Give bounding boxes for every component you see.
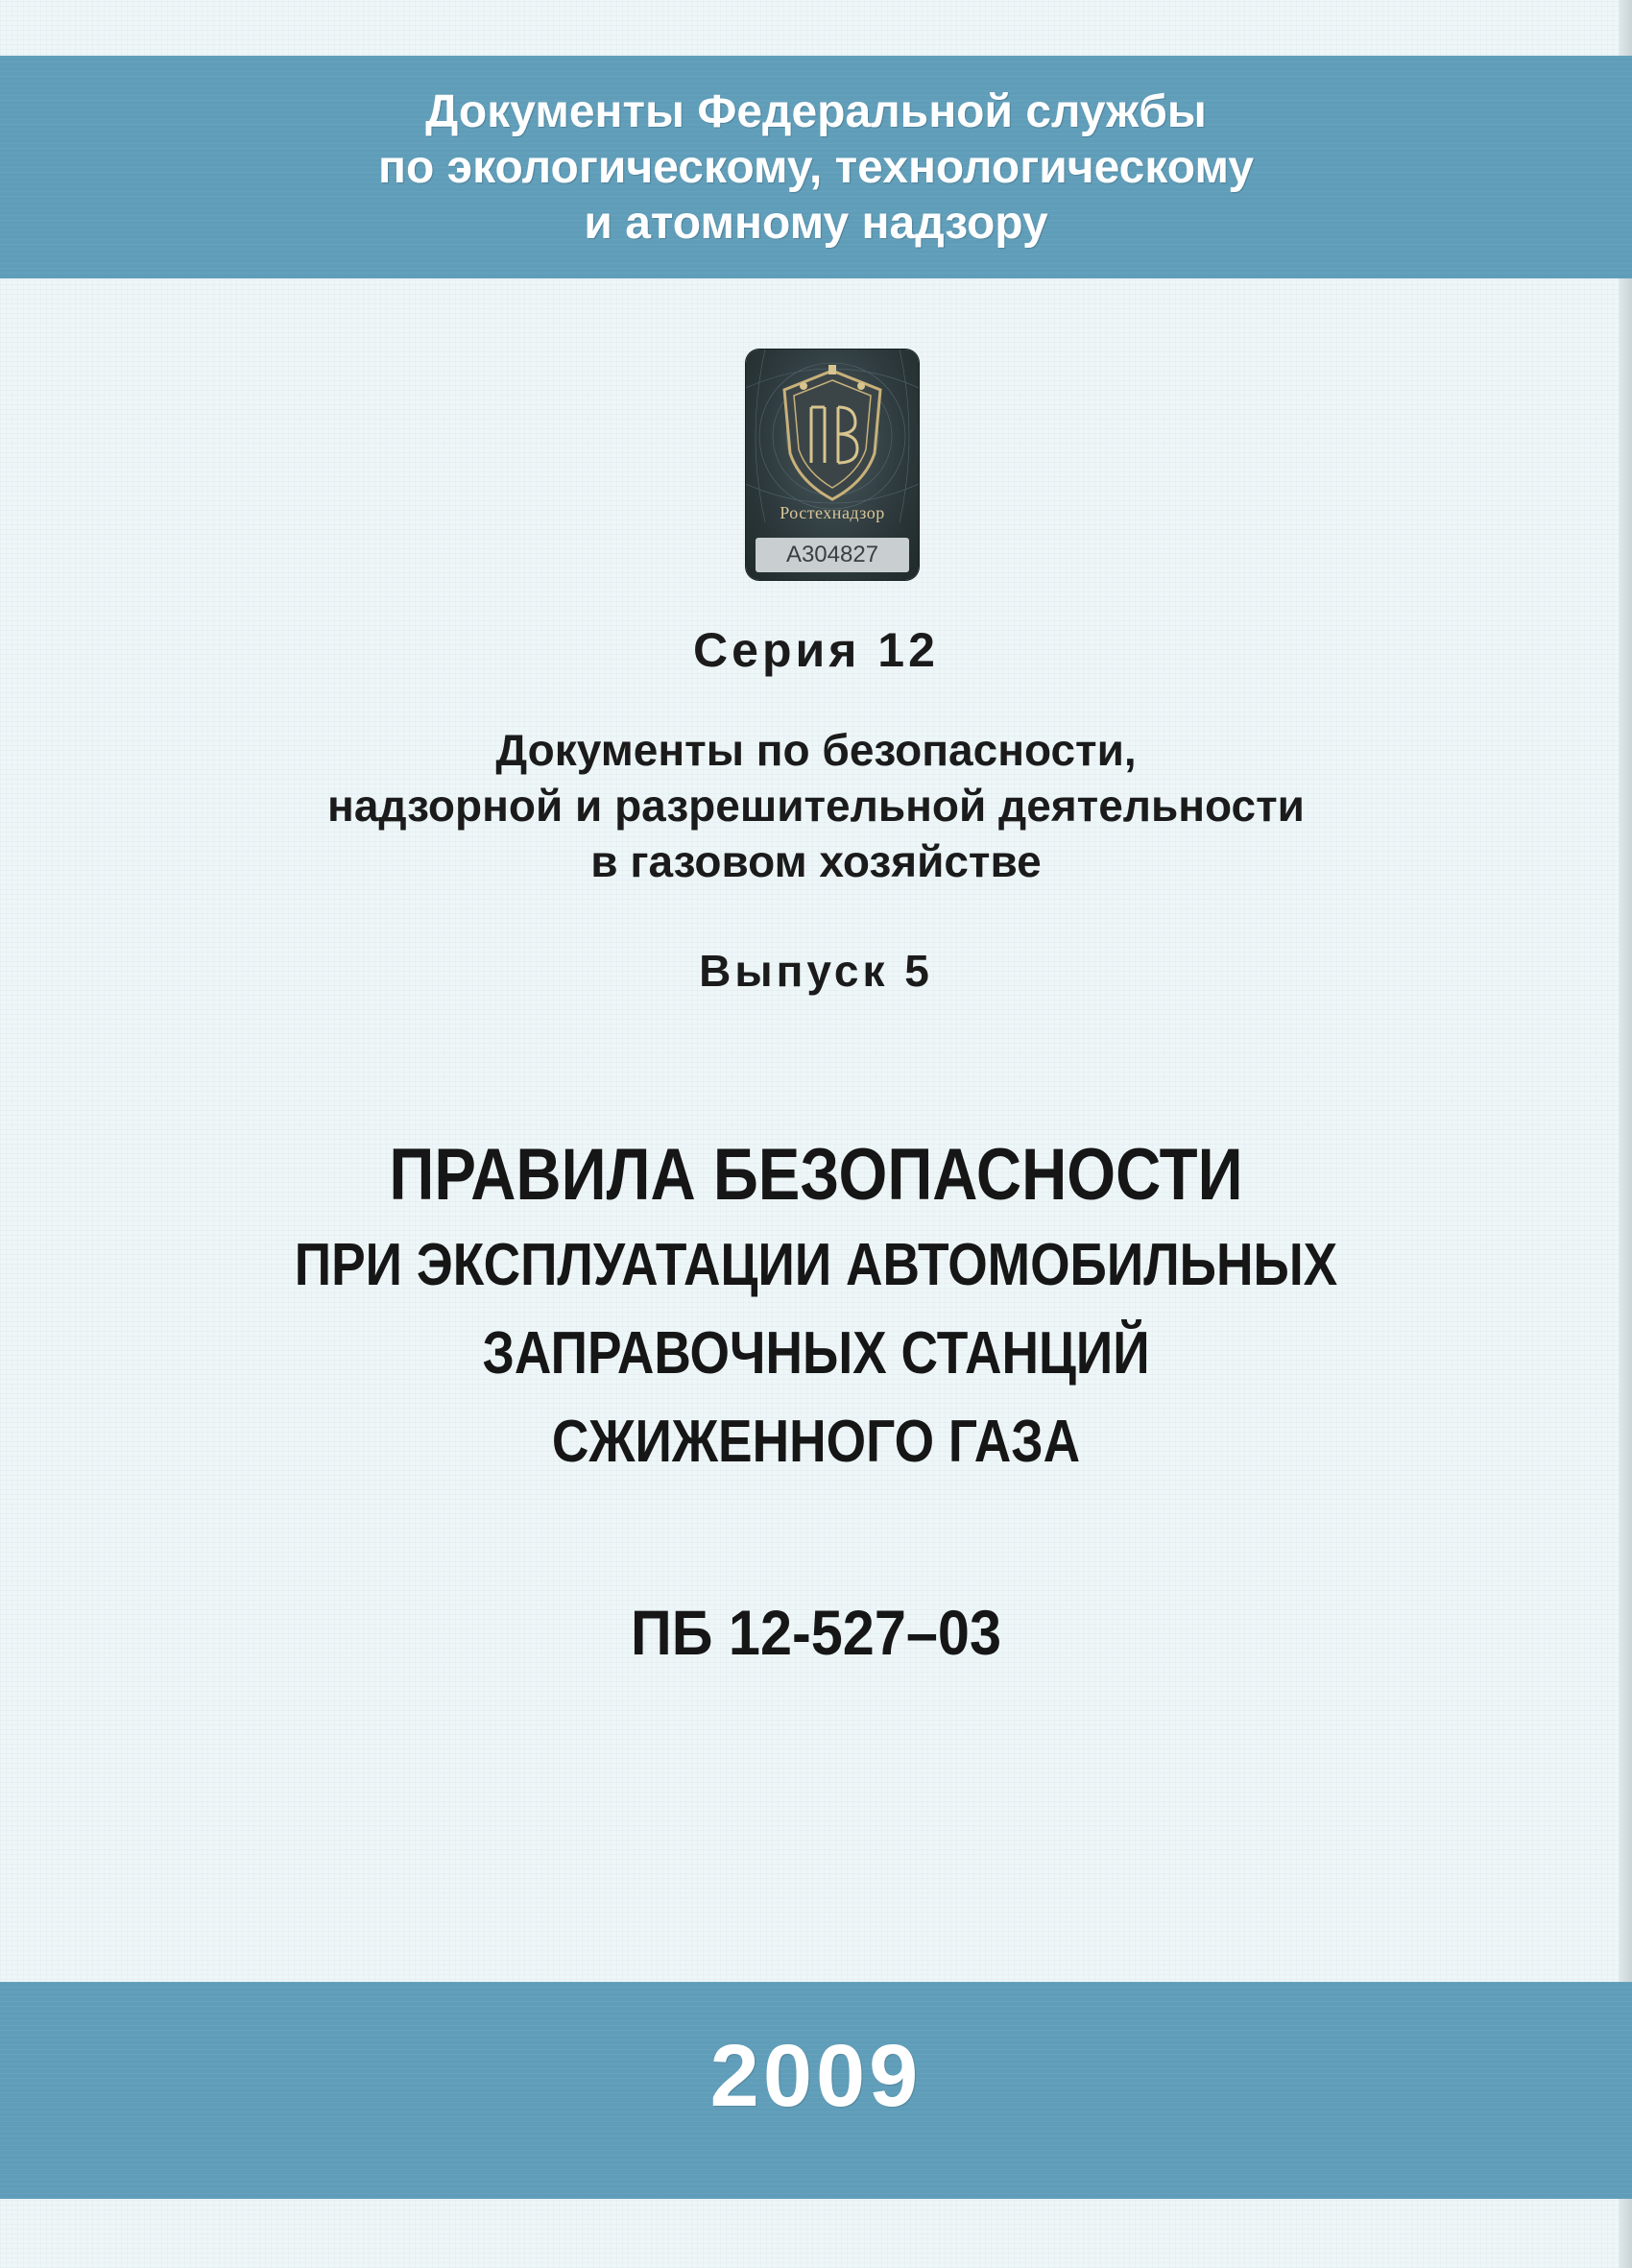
series-description-line: надзорной и разрешительной деятельности	[327, 781, 1305, 831]
series-description-line: Документы по безопасности,	[495, 725, 1137, 775]
title-line: СЖИЖЕННОГО ГАЗА	[551, 1409, 1081, 1475]
publisher-line: по экологическому, технологическому	[377, 142, 1255, 193]
series-description-line: в газовом хозяйстве	[590, 836, 1042, 886]
title-line: ПРИ ЭКСПЛУАТАЦИИ АВТОМОБИЛЬНЫХ	[294, 1232, 1338, 1298]
hologram-agency: Ростехнадзор	[780, 503, 885, 522]
issue-label: Выпуск 5	[699, 946, 933, 996]
title-line: ПРАВИЛА БЕЗОПАСНОСТИ	[389, 1134, 1243, 1216]
series-description	[0, 722, 1632, 889]
document-code: ПБ 12-527–03	[631, 1597, 1001, 1668]
hologram-number: А304827	[756, 538, 909, 572]
title-line: ЗАПРАВОЧНЫХ СТАНЦИЙ	[482, 1320, 1150, 1387]
publication-year: 2009	[709, 2027, 923, 2125]
document-title	[0, 1129, 1632, 1486]
series-label: Серия 12	[693, 623, 939, 677]
hologram-sticker	[746, 350, 919, 580]
publisher-line: и атомному надзору	[584, 198, 1048, 249]
publisher-line: Документы Федеральной службы	[425, 86, 1207, 137]
publisher-header	[0, 84, 1632, 252]
